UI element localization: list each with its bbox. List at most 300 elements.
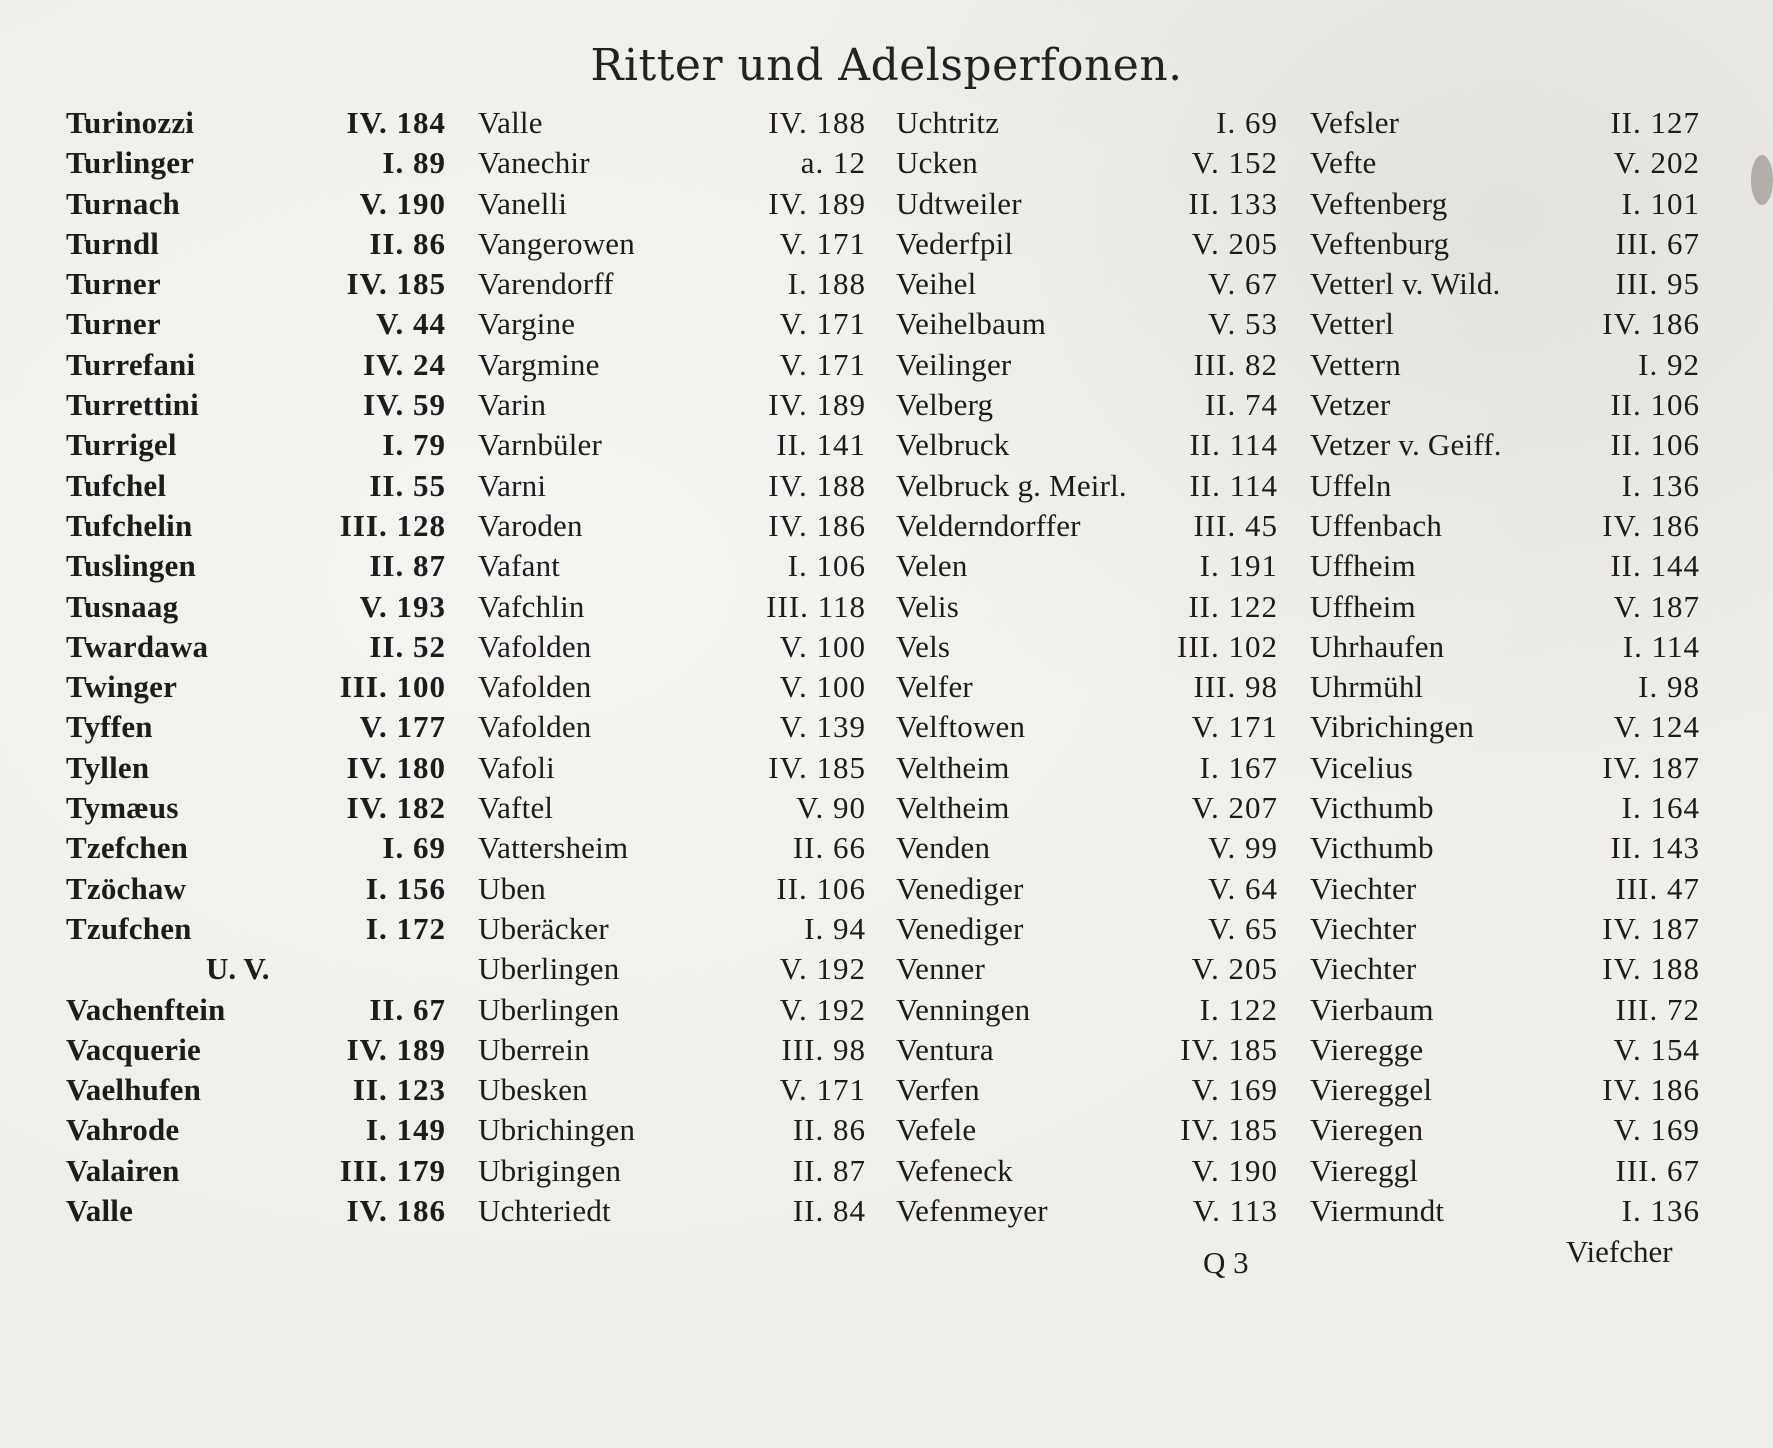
- index-entry: [896, 264, 1278, 304]
- entry-reference: V. 100: [779, 628, 866, 664]
- index-entry: [896, 466, 1278, 506]
- entry-reference: II. 86: [792, 1112, 866, 1148]
- index-entry: [66, 466, 446, 506]
- entry-name: Velen: [896, 548, 968, 584]
- index-entry: [66, 1110, 446, 1150]
- entry-name: Turnach: [66, 185, 180, 221]
- index-entry: [1310, 385, 1700, 425]
- index-entry: [896, 224, 1278, 264]
- index-entry: [896, 304, 1278, 344]
- index-entry: [66, 627, 446, 667]
- entry-name: Vetterl: [1310, 306, 1395, 342]
- index-entry: [896, 184, 1278, 224]
- entry-name: Veftenburg: [1310, 225, 1450, 261]
- entry-name: Valle: [478, 105, 543, 140]
- entry-reference: I. 164: [1621, 790, 1700, 826]
- entry-reference: IV. 185: [768, 749, 866, 785]
- index-entry: [896, 546, 1278, 586]
- index-entry: [478, 587, 866, 627]
- entry-name: Uffeln: [1310, 467, 1392, 503]
- entry-name: Uhrmühl: [1310, 669, 1424, 705]
- index-entry: [1310, 949, 1700, 989]
- index-entry: [66, 506, 446, 546]
- entry-name: Tufchelin: [66, 507, 193, 543]
- entry-name: Veltheim: [896, 790, 1010, 826]
- entry-name: Varendorff: [478, 266, 614, 302]
- entry-reference: III. 72: [1615, 991, 1700, 1027]
- index-entry: [66, 1070, 446, 1110]
- entry-reference: I. 101: [1621, 185, 1700, 221]
- entry-name: Tyffen: [66, 709, 153, 745]
- entry-reference: I. 114: [1622, 628, 1700, 664]
- index-entry: [896, 627, 1278, 667]
- entry-reference: III. 118: [766, 588, 866, 624]
- entry-reference: V. 113: [1192, 1193, 1278, 1229]
- entry-name: Turner: [66, 266, 161, 302]
- entry-reference: IV. 189: [768, 185, 866, 221]
- entry-name: Uben: [478, 870, 546, 906]
- entry-name: Tzöchaw: [66, 870, 187, 906]
- entry-name: Vattersheim: [478, 830, 629, 866]
- entry-reference: III. 67: [1615, 1152, 1700, 1188]
- index-entry: [66, 667, 446, 707]
- index-entry: [478, 869, 866, 909]
- index-entry: [478, 748, 866, 788]
- index-entry: [896, 869, 1278, 909]
- index-entry: [66, 184, 446, 224]
- index-entry: [896, 385, 1278, 425]
- index-entry: [896, 345, 1278, 385]
- entry-reference: II. 106: [1610, 387, 1700, 423]
- catchword: Viefcher: [1566, 1234, 1673, 1269]
- index-entry: [478, 385, 866, 425]
- index-entry: [896, 748, 1278, 788]
- entry-reference: II. 87: [369, 548, 446, 584]
- entry-reference: IV. 189: [768, 387, 866, 423]
- index-entry: [896, 143, 1278, 183]
- entry-reference: IV. 187: [1602, 749, 1700, 785]
- entry-reference: I. 94: [804, 910, 866, 946]
- entry-name: Vicelius: [1310, 749, 1414, 785]
- entry-name: Vafolden: [478, 709, 592, 745]
- entry-reference: III. 98: [1193, 669, 1278, 705]
- entry-name: Victhumb: [1310, 830, 1434, 866]
- index-entry: [1310, 466, 1700, 506]
- entry-reference: III. 128: [339, 507, 446, 543]
- index-entry: [478, 1070, 866, 1110]
- index-entry: [478, 264, 866, 304]
- entry-reference: II. 122: [1188, 588, 1278, 624]
- index-entry: [896, 909, 1278, 949]
- entry-reference: II. 66: [792, 830, 866, 866]
- entry-reference: V. 171: [779, 225, 866, 261]
- entry-name: Vetzer v. Geiff.: [1310, 427, 1502, 463]
- index-entry: [1310, 667, 1700, 707]
- index-entry: [896, 1191, 1278, 1231]
- index-entry: [66, 425, 446, 465]
- index-entry: [896, 587, 1278, 627]
- index-entry: [1310, 425, 1700, 465]
- index-entry: [896, 103, 1278, 143]
- entry-reference: II. 114: [1189, 467, 1278, 503]
- entry-name: Vangerowen: [478, 225, 635, 261]
- index-entry: [1310, 828, 1700, 868]
- entry-name: Venediger: [896, 910, 1024, 946]
- entry-reference: V. 192: [779, 991, 866, 1027]
- index-entry: [1310, 264, 1700, 304]
- entry-name: Viermundt: [1310, 1193, 1445, 1229]
- index-entry: [478, 667, 866, 707]
- entry-name: Ubrigingen: [478, 1152, 622, 1188]
- entry-name: Vettern: [1310, 346, 1401, 382]
- entry-name: Vacquerie: [66, 1031, 201, 1067]
- entry-name: Venden: [896, 830, 991, 866]
- index-entry: [66, 345, 446, 385]
- entry-reference: II. 141: [776, 427, 866, 463]
- entry-name: Uffheim: [1310, 588, 1416, 624]
- index-entry: [478, 1110, 866, 1150]
- entry-name: Varni: [478, 467, 547, 503]
- entry-name: Ventura: [896, 1031, 994, 1067]
- entry-name: Ucken: [896, 145, 978, 181]
- index-entry: [66, 748, 446, 788]
- entry-reference: V. 53: [1208, 306, 1278, 342]
- index-entry: [66, 1151, 446, 1191]
- entry-name: Twinger: [66, 669, 178, 705]
- entry-reference: IV. 185: [1180, 1031, 1278, 1067]
- index-entry: [1310, 1070, 1700, 1110]
- entry-reference: IV. 24: [363, 346, 446, 382]
- index-entry: [478, 1151, 866, 1191]
- entry-name: Viechter: [1310, 870, 1417, 906]
- entry-name: Vanelli: [478, 185, 568, 221]
- index-entry: [896, 949, 1278, 989]
- index-entry: [896, 788, 1278, 828]
- entry-name: Vefele: [896, 1112, 977, 1148]
- index-entry: [66, 828, 446, 868]
- entry-name: Udtweiler: [896, 185, 1022, 221]
- entry-name: Uberlingen: [478, 951, 620, 987]
- entry-reference: V. 171: [1191, 709, 1278, 745]
- index-entry: [478, 425, 866, 465]
- entry-name: Tzefchen: [66, 830, 189, 866]
- index-entry: [66, 143, 446, 183]
- entry-reference: I. 79: [382, 427, 446, 463]
- entry-name: Vefte: [1310, 145, 1377, 181]
- entry-name: Vieregen: [1310, 1112, 1424, 1148]
- entry-reference: I. 92: [1638, 346, 1700, 382]
- entry-name: Velbruck: [896, 427, 1010, 463]
- entry-name: Veftenberg: [1310, 185, 1448, 221]
- entry-reference: V. 187: [1613, 588, 1700, 624]
- index-entry: [66, 869, 446, 909]
- index-entry: [896, 1070, 1278, 1110]
- index-entry: [1310, 707, 1700, 747]
- entry-reference: I. 191: [1199, 548, 1278, 584]
- entry-name: Velis: [896, 588, 959, 624]
- entry-name: Uffheim: [1310, 548, 1416, 584]
- entry-reference: V. 193: [359, 588, 446, 624]
- entry-reference: IV. 189: [346, 1031, 446, 1067]
- entry-name: Vargmine: [478, 346, 600, 382]
- entry-name: Vahrode: [66, 1112, 180, 1148]
- entry-name: Vafant: [478, 548, 561, 584]
- index-entry: [66, 707, 446, 747]
- entry-reference: I. 89: [382, 145, 446, 181]
- entry-name: Uhrhaufen: [1310, 628, 1445, 664]
- index-entry: [66, 224, 446, 264]
- entry-name: Turrigel: [66, 427, 177, 463]
- entry-name: Vaftel: [478, 790, 554, 826]
- entry-reference: III. 95: [1615, 266, 1700, 302]
- entry-reference: II. 55: [369, 467, 446, 503]
- entry-name: Tymæus: [66, 790, 179, 826]
- entry-reference: IV. 180: [346, 749, 446, 785]
- index-entry: [478, 546, 866, 586]
- entry-reference: IV. 186: [1602, 306, 1700, 342]
- entry-reference: I. 69: [382, 830, 446, 866]
- entry-name: Vafchlin: [478, 588, 585, 624]
- index-column-3: [896, 103, 1278, 1293]
- entry-reference: II. 87: [792, 1152, 866, 1188]
- entry-name: Turndl: [66, 225, 160, 261]
- entry-name: Velberg: [896, 387, 994, 423]
- index-entry: [478, 1191, 866, 1231]
- entry-name: Vetzer: [1310, 387, 1391, 423]
- index-column-1: [66, 103, 446, 1293]
- index-entry: [1310, 345, 1700, 385]
- index-entry: [478, 707, 866, 747]
- entry-reference: V. 190: [359, 185, 446, 221]
- entry-name: Vibrichingen: [1310, 709, 1475, 745]
- entry-name: Veltheim: [896, 749, 1010, 785]
- entry-reference: III. 100: [339, 669, 446, 705]
- signature-mark: Q 3: [1203, 1245, 1249, 1280]
- entry-name: Tuslingen: [66, 548, 196, 584]
- entry-reference: I. 136: [1621, 1193, 1700, 1229]
- entry-reference: III. 45: [1193, 507, 1278, 543]
- index-entry: [896, 1151, 1278, 1191]
- index-entry: [66, 909, 446, 949]
- entry-name: Vanechir: [478, 145, 590, 181]
- index-entry: [478, 909, 866, 949]
- entry-reference: V. 152: [1191, 145, 1278, 181]
- entry-name: Viereggel: [1310, 1072, 1433, 1108]
- entry-name: Valairen: [66, 1152, 180, 1188]
- index-entry: [896, 990, 1278, 1030]
- index-entry: [1310, 506, 1700, 546]
- entry-name: Velderndorffer: [896, 507, 1081, 543]
- entry-reference: V. 90: [796, 790, 866, 826]
- entry-name: Vierbaum: [1310, 991, 1434, 1027]
- entry-reference: III. 102: [1177, 628, 1278, 664]
- entry-reference: IV. 186: [768, 507, 866, 543]
- entry-reference: V. 171: [779, 1072, 866, 1108]
- entry-reference: I. 156: [365, 870, 446, 906]
- entry-name: Verfen: [896, 1072, 980, 1108]
- entry-reference: a. 12: [800, 145, 866, 181]
- entry-reference: II. 106: [1610, 427, 1700, 463]
- index-entry: [66, 788, 446, 828]
- entry-name: Turlinger: [66, 145, 195, 181]
- index-entry: [896, 1030, 1278, 1070]
- entry-name: Veilinger: [896, 346, 1012, 382]
- entry-name: Vefsler: [1310, 105, 1400, 140]
- index-entry: [1310, 869, 1700, 909]
- entry-name: Valle: [66, 1193, 134, 1229]
- index-entry: [896, 707, 1278, 747]
- entry-name: Uchteriedt: [478, 1193, 611, 1229]
- entry-reference: I. 172: [365, 910, 446, 946]
- entry-name: Vels: [896, 628, 951, 664]
- entry-reference: I. 188: [787, 266, 866, 302]
- entry-reference: II. 133: [1188, 185, 1278, 221]
- index-entry: [478, 990, 866, 1030]
- entry-name: Ubesken: [478, 1072, 588, 1108]
- entry-name: Varnbüler: [478, 427, 603, 463]
- entry-reference: I. 149: [365, 1112, 446, 1148]
- entry-name: Vefeneck: [896, 1152, 1013, 1188]
- entry-reference: II. 114: [1189, 427, 1278, 463]
- ink-smudge: [1751, 155, 1773, 205]
- index-entry: [1310, 990, 1700, 1030]
- entry-reference: V. 207: [1191, 790, 1278, 826]
- entry-reference: II. 52: [369, 628, 446, 664]
- index-entry: [1310, 1191, 1700, 1231]
- entry-reference: V. 124: [1613, 709, 1700, 745]
- entry-name: Turner: [66, 306, 161, 342]
- entry-name: Tusnaag: [66, 588, 179, 624]
- index-entry: [478, 143, 866, 183]
- index-entry: [1310, 1030, 1700, 1070]
- entry-name: Vefenmeyer: [896, 1193, 1048, 1229]
- entry-reference: V. 100: [779, 669, 866, 705]
- index-entry: [66, 546, 446, 586]
- entry-reference: V. 192: [779, 951, 866, 987]
- entry-reference: V. 169: [1613, 1112, 1700, 1148]
- entry-reference: III. 67: [1615, 225, 1700, 261]
- index-entry: [66, 1191, 446, 1231]
- entry-name: Viereggl: [1310, 1152, 1419, 1188]
- entry-reference: I. 98: [1638, 669, 1700, 705]
- entry-reference: V. 64: [1208, 870, 1278, 906]
- entry-reference: V. 154: [1613, 1031, 1700, 1067]
- index-entry: [478, 949, 866, 989]
- index-entry: [896, 1110, 1278, 1150]
- index-entry: [66, 1030, 446, 1070]
- page-title: Ritter und Adelsperfonen.: [590, 40, 1183, 91]
- entry-reference: I. 122: [1199, 991, 1278, 1027]
- entry-reference: V. 171: [779, 346, 866, 382]
- entry-name: Varin: [478, 387, 547, 423]
- entry-name: Venediger: [896, 870, 1024, 906]
- index-entry: [478, 224, 866, 264]
- entry-reference: II. 144: [1610, 548, 1700, 584]
- entry-name: Uberlingen: [478, 991, 620, 1027]
- entry-name: Veihelbaum: [896, 306, 1047, 342]
- entry-reference: V. 99: [1208, 830, 1278, 866]
- index-entry: [896, 828, 1278, 868]
- entry-reference: IV. 59: [363, 387, 446, 423]
- entry-reference: IV. 186: [1602, 507, 1700, 543]
- entry-name: Vaelhufen: [66, 1072, 202, 1108]
- entry-reference: II. 106: [776, 870, 866, 906]
- entry-reference: II. 84: [792, 1193, 866, 1229]
- entry-reference: I. 136: [1621, 467, 1700, 503]
- entry-name: Ubrichingen: [478, 1112, 636, 1148]
- index-entry: [66, 587, 446, 627]
- entry-name: Vachenftein: [66, 991, 226, 1027]
- entry-reference: V. 44: [376, 306, 446, 342]
- index-entry: [1310, 143, 1700, 183]
- entry-reference: V. 171: [779, 306, 866, 342]
- entry-reference: IV. 185: [346, 266, 446, 302]
- entry-reference: IV. 188: [768, 105, 866, 140]
- entry-reference: IV. 184: [346, 105, 446, 140]
- index-entry: [478, 103, 866, 143]
- index-entry: [478, 345, 866, 385]
- entry-reference: II. 123: [352, 1072, 446, 1108]
- entry-name: Twardawa: [66, 628, 209, 664]
- entry-reference: V. 65: [1208, 910, 1278, 946]
- entry-reference: III. 82: [1193, 346, 1278, 382]
- entry-reference: V. 202: [1613, 145, 1700, 181]
- entry-reference: III. 179: [339, 1152, 446, 1188]
- entry-name: Viechter: [1310, 910, 1417, 946]
- entry-name: Vafolden: [478, 669, 592, 705]
- entry-reference: IV. 186: [1602, 1072, 1700, 1108]
- index-entry: [1310, 1151, 1700, 1191]
- entry-name: Velbruck g. Meirl.: [896, 467, 1127, 503]
- entry-reference: V. 169: [1191, 1072, 1278, 1108]
- index-entry: [66, 385, 446, 425]
- entry-name: Viechter: [1310, 951, 1417, 987]
- entry-name: Uberäcker: [478, 910, 609, 946]
- index-column-2: [478, 103, 866, 1293]
- entry-reference: V. 67: [1208, 266, 1278, 302]
- entry-name: Turrettini: [66, 387, 199, 423]
- index-entry: [478, 184, 866, 224]
- entry-reference: V. 177: [359, 709, 446, 745]
- index-entry: [896, 425, 1278, 465]
- index-entry: [66, 103, 446, 143]
- index-entry: [478, 304, 866, 344]
- entry-name: Turinozzi: [66, 105, 195, 140]
- entry-reference: IV. 188: [1602, 951, 1700, 987]
- entry-name: Tufchel: [66, 467, 167, 503]
- index-entry: [478, 506, 866, 546]
- entry-name: Vargine: [478, 306, 576, 342]
- entry-name: Uchtritz: [896, 105, 1000, 140]
- entry-reference: II. 74: [1204, 387, 1278, 423]
- entry-name: Vederfpil: [896, 225, 1014, 261]
- entry-name: Veihel: [896, 266, 977, 302]
- entry-name: Vetterl v. Wild.: [1310, 266, 1501, 302]
- index-entry: [1310, 103, 1700, 143]
- index-entry: [896, 506, 1278, 546]
- index-entry: [478, 466, 866, 506]
- entry-name: Velftowen: [896, 709, 1026, 745]
- entry-reference: I. 167: [1199, 749, 1278, 785]
- index-column-4: [1310, 103, 1700, 1293]
- entry-name: Turrefani: [66, 346, 196, 382]
- index-entry: [478, 828, 866, 868]
- entry-reference: V. 139: [779, 709, 866, 745]
- entry-reference: II. 86: [369, 225, 446, 261]
- index-entry: [896, 667, 1278, 707]
- entry-name: Vafolden: [478, 628, 592, 664]
- entry-reference: III. 98: [781, 1031, 866, 1067]
